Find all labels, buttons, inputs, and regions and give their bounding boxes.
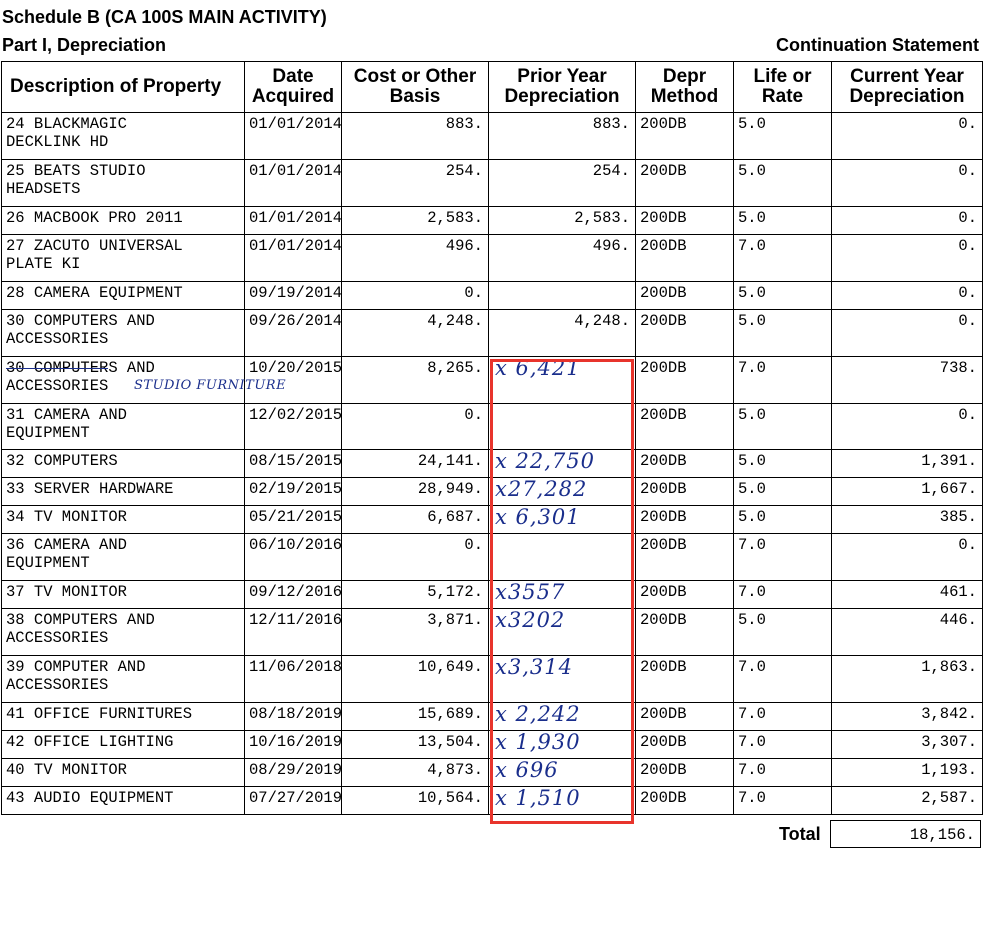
cell-method: 200DB bbox=[636, 609, 734, 656]
cell-date: 01/01/2014 bbox=[245, 235, 342, 282]
cell-life: 5.0 bbox=[734, 609, 832, 656]
cell-current: 0. bbox=[832, 207, 983, 235]
cell-date: 01/01/2014 bbox=[245, 113, 342, 160]
cell-life: 7.0 bbox=[734, 581, 832, 609]
cell-prior bbox=[489, 581, 636, 609]
cell-current: 0. bbox=[832, 113, 983, 160]
cell-prior bbox=[489, 759, 636, 787]
table-row bbox=[2, 404, 983, 450]
cell-cost: 6,687. bbox=[342, 506, 489, 534]
handwritten-value: x3202 bbox=[495, 608, 566, 632]
table-row bbox=[2, 759, 983, 787]
cell-method: 200DB bbox=[636, 282, 734, 310]
cell-prior bbox=[489, 478, 636, 506]
struck-description: 30 COMPUTERS AND ACCESSORIES bbox=[6, 359, 155, 395]
cell-cost: 0. bbox=[342, 282, 489, 310]
cell-method: 200DB bbox=[636, 235, 734, 282]
cell-prior: 496. bbox=[489, 235, 636, 282]
cell-date: 08/29/2019 bbox=[245, 759, 342, 787]
table-row bbox=[2, 113, 983, 160]
cell-current: 2,587. bbox=[832, 787, 983, 815]
cell-date: 12/11/2016 bbox=[245, 609, 342, 656]
cell-cost: 10,649. bbox=[342, 656, 489, 703]
cell-method: 200DB bbox=[636, 731, 734, 759]
cell-current: 0. bbox=[832, 160, 983, 207]
cell-description: 37 TV MONITOR bbox=[2, 581, 245, 609]
table-row bbox=[2, 450, 983, 478]
cell-prior bbox=[489, 506, 636, 534]
cell-life: 7.0 bbox=[734, 656, 832, 703]
cell-current: 1,667. bbox=[832, 478, 983, 506]
cell-description: 36 CAMERA AND EQUIPMENT bbox=[2, 534, 245, 581]
cell-prior bbox=[489, 534, 636, 581]
table-row bbox=[2, 731, 983, 759]
table-row bbox=[2, 207, 983, 235]
cell-method: 200DB bbox=[636, 703, 734, 731]
cell-date: 07/27/2019 bbox=[245, 787, 342, 815]
table-row bbox=[2, 609, 983, 656]
cell-cost: 8,265. bbox=[342, 357, 489, 404]
table-row bbox=[2, 160, 983, 207]
cell-description: 41 OFFICE FURNITURES bbox=[2, 703, 245, 731]
cell-prior: 883. bbox=[489, 113, 636, 160]
handwritten-value: x3,314 bbox=[495, 655, 573, 679]
cell-cost: 2,583. bbox=[342, 207, 489, 235]
handwritten-value: x 2,242 bbox=[495, 702, 581, 726]
cell-life: 7.0 bbox=[734, 534, 832, 581]
cell-prior bbox=[489, 404, 636, 450]
cell-cost: 883. bbox=[342, 113, 489, 160]
cell-life: 5.0 bbox=[734, 207, 832, 235]
col-header-description: Description of Property bbox=[2, 62, 245, 113]
total-label: Total bbox=[779, 824, 821, 844]
cell-life: 7.0 bbox=[734, 787, 832, 815]
cell-date: 01/01/2014 bbox=[245, 160, 342, 207]
cell-description: 32 COMPUTERS bbox=[2, 450, 245, 478]
cell-date: 12/02/2015 bbox=[245, 404, 342, 450]
cell-date: 08/15/2015 bbox=[245, 450, 342, 478]
cell-current: 0. bbox=[832, 404, 983, 450]
handwritten-value: x 696 bbox=[495, 758, 559, 782]
cell-life: 5.0 bbox=[734, 160, 832, 207]
cell-date: 10/16/2019 bbox=[245, 731, 342, 759]
cell-description: 30 COMPUTERS AND ACCESSORIES bbox=[2, 310, 245, 357]
cell-cost: 0. bbox=[342, 534, 489, 581]
table-header-row bbox=[2, 62, 983, 113]
cell-description: 25 BEATS STUDIO HEADSETS bbox=[2, 160, 245, 207]
cell-description bbox=[2, 357, 287, 404]
cell-prior bbox=[489, 357, 636, 404]
cell-current: 3,307. bbox=[832, 731, 983, 759]
col-header-cost: Cost or Other Basis bbox=[342, 62, 489, 113]
cell-date: 02/19/2015 bbox=[245, 478, 342, 506]
col-header-current: Current Year Depreciation bbox=[832, 62, 983, 113]
cell-date: 06/10/2016 bbox=[245, 534, 342, 581]
handwritten-value: x 6,301 bbox=[495, 505, 581, 529]
cell-current: 0. bbox=[832, 534, 983, 581]
cell-cost: 5,172. bbox=[342, 581, 489, 609]
cell-date: 09/12/2016 bbox=[245, 581, 342, 609]
cell-description: 34 TV MONITOR bbox=[2, 506, 245, 534]
cell-life: 5.0 bbox=[734, 404, 832, 450]
total-value: 18,156. bbox=[830, 820, 981, 848]
col-header-date: Date Acquired bbox=[245, 62, 342, 113]
cell-life: 5.0 bbox=[734, 506, 832, 534]
handwritten-note: STUDIO FURNITURE bbox=[134, 378, 287, 393]
cell-cost: 4,248. bbox=[342, 310, 489, 357]
cell-life: 5.0 bbox=[734, 450, 832, 478]
cell-cost: 15,689. bbox=[342, 703, 489, 731]
cell-description: 33 SERVER HARDWARE bbox=[2, 478, 245, 506]
cell-current: 1,193. bbox=[832, 759, 983, 787]
cell-description: 31 CAMERA AND EQUIPMENT bbox=[2, 404, 245, 450]
handwritten-value: x 6,421 bbox=[495, 356, 581, 380]
cell-cost: 10,564. bbox=[342, 787, 489, 815]
col-header-method: Depr Method bbox=[636, 62, 734, 113]
cell-cost: 0. bbox=[342, 404, 489, 450]
cell-life: 7.0 bbox=[734, 703, 832, 731]
cell-prior bbox=[489, 609, 636, 656]
table-row bbox=[2, 506, 983, 534]
cell-prior: 2,583. bbox=[489, 207, 636, 235]
table-row bbox=[2, 310, 983, 357]
cell-current: 3,842. bbox=[832, 703, 983, 731]
cell-method: 200DB bbox=[636, 656, 734, 703]
cell-current: 738. bbox=[832, 357, 983, 404]
table-row bbox=[2, 581, 983, 609]
table-row bbox=[2, 534, 983, 581]
cell-description: 38 COMPUTERS AND ACCESSORIES bbox=[2, 609, 245, 656]
depreciation-table bbox=[1, 61, 983, 815]
cell-method: 200DB bbox=[636, 113, 734, 160]
cell-date: 09/26/2014 bbox=[245, 310, 342, 357]
cell-prior bbox=[489, 703, 636, 731]
cell-description: 24 BLACKMAGIC DECKLINK HD bbox=[2, 113, 245, 160]
handwritten-value: x 1,510 bbox=[495, 786, 581, 810]
table-row bbox=[2, 478, 983, 506]
cell-cost: 496. bbox=[342, 235, 489, 282]
cell-prior bbox=[489, 787, 636, 815]
cell-description: 26 MACBOOK PRO 2011 bbox=[2, 207, 245, 235]
cell-cost: 254. bbox=[342, 160, 489, 207]
continuation-label: Continuation Statement bbox=[776, 35, 979, 55]
cell-method: 200DB bbox=[636, 759, 734, 787]
cell-description: 27 ZACUTO UNIVERSAL PLATE KI bbox=[2, 235, 245, 282]
cell-description: 42 OFFICE LIGHTING bbox=[2, 731, 245, 759]
handwritten-value: x 1,930 bbox=[495, 730, 581, 754]
cell-prior: 254. bbox=[489, 160, 636, 207]
cell-date: 05/21/2015 bbox=[245, 506, 342, 534]
schedule-title: Schedule B (CA 100S MAIN ACTIVITY) bbox=[2, 7, 327, 27]
cell-prior bbox=[489, 450, 636, 478]
cell-cost: 3,871. bbox=[342, 609, 489, 656]
cell-description: 28 CAMERA EQUIPMENT bbox=[2, 282, 245, 310]
cell-life: 7.0 bbox=[734, 731, 832, 759]
cell-description: 39 COMPUTER AND ACCESSORIES bbox=[2, 656, 245, 703]
cell-method: 200DB bbox=[636, 534, 734, 581]
cell-current: 1,391. bbox=[832, 450, 983, 478]
cell-current: 461. bbox=[832, 581, 983, 609]
cell-life: 7.0 bbox=[734, 759, 832, 787]
cell-cost: 28,949. bbox=[342, 478, 489, 506]
table-row bbox=[2, 787, 983, 815]
table-row bbox=[2, 703, 983, 731]
cell-current: 0. bbox=[832, 235, 983, 282]
cell-current: 385. bbox=[832, 506, 983, 534]
cell-current: 1,863. bbox=[832, 656, 983, 703]
table-row bbox=[2, 357, 983, 404]
cell-date: 01/01/2014 bbox=[245, 207, 342, 235]
cell-cost: 13,504. bbox=[342, 731, 489, 759]
col-header-prior: Prior Year Depreciation bbox=[489, 62, 636, 113]
cell-date: 09/19/2014 bbox=[245, 282, 342, 310]
cell-date: 10/20/2015 bbox=[245, 357, 342, 404]
handwritten-value: x3557 bbox=[495, 580, 566, 604]
cell-current: 0. bbox=[832, 310, 983, 357]
cell-life: 7.0 bbox=[734, 357, 832, 404]
cell-life: 5.0 bbox=[734, 310, 832, 357]
handwritten-value: x 22,750 bbox=[495, 449, 595, 473]
cell-prior bbox=[489, 656, 636, 703]
cell-cost: 4,873. bbox=[342, 759, 489, 787]
table-row bbox=[2, 656, 983, 703]
cell-method: 200DB bbox=[636, 787, 734, 815]
cell-date: 08/18/2019 bbox=[245, 703, 342, 731]
cell-life: 5.0 bbox=[734, 478, 832, 506]
cell-current: 0. bbox=[832, 282, 983, 310]
cell-description: 43 AUDIO EQUIPMENT bbox=[2, 787, 245, 815]
cell-cost: 24,141. bbox=[342, 450, 489, 478]
cell-life: 7.0 bbox=[734, 235, 832, 282]
table-row bbox=[2, 235, 983, 282]
cell-method: 200DB bbox=[636, 581, 734, 609]
cell-life: 5.0 bbox=[734, 113, 832, 160]
col-header-life: Life or Rate bbox=[734, 62, 832, 113]
cell-method: 200DB bbox=[636, 506, 734, 534]
cell-method: 200DB bbox=[636, 478, 734, 506]
cell-current: 446. bbox=[832, 609, 983, 656]
part-title: Part I, Depreciation bbox=[2, 35, 167, 55]
cell-method: 200DB bbox=[636, 404, 734, 450]
cell-life: 5.0 bbox=[734, 282, 832, 310]
table-row bbox=[2, 282, 983, 310]
cell-method: 200DB bbox=[636, 450, 734, 478]
cell-method: 200DB bbox=[636, 310, 734, 357]
cell-description: 40 TV MONITOR bbox=[2, 759, 245, 787]
cell-method: 200DB bbox=[636, 160, 734, 207]
cell-prior bbox=[489, 282, 636, 310]
handwritten-value: x27,282 bbox=[495, 477, 588, 501]
cell-method: 200DB bbox=[636, 357, 734, 404]
cell-date: 11/06/2018 bbox=[245, 656, 342, 703]
cell-prior: 4,248. bbox=[489, 310, 636, 357]
cell-prior bbox=[489, 731, 636, 759]
cell-method: 200DB bbox=[636, 207, 734, 235]
